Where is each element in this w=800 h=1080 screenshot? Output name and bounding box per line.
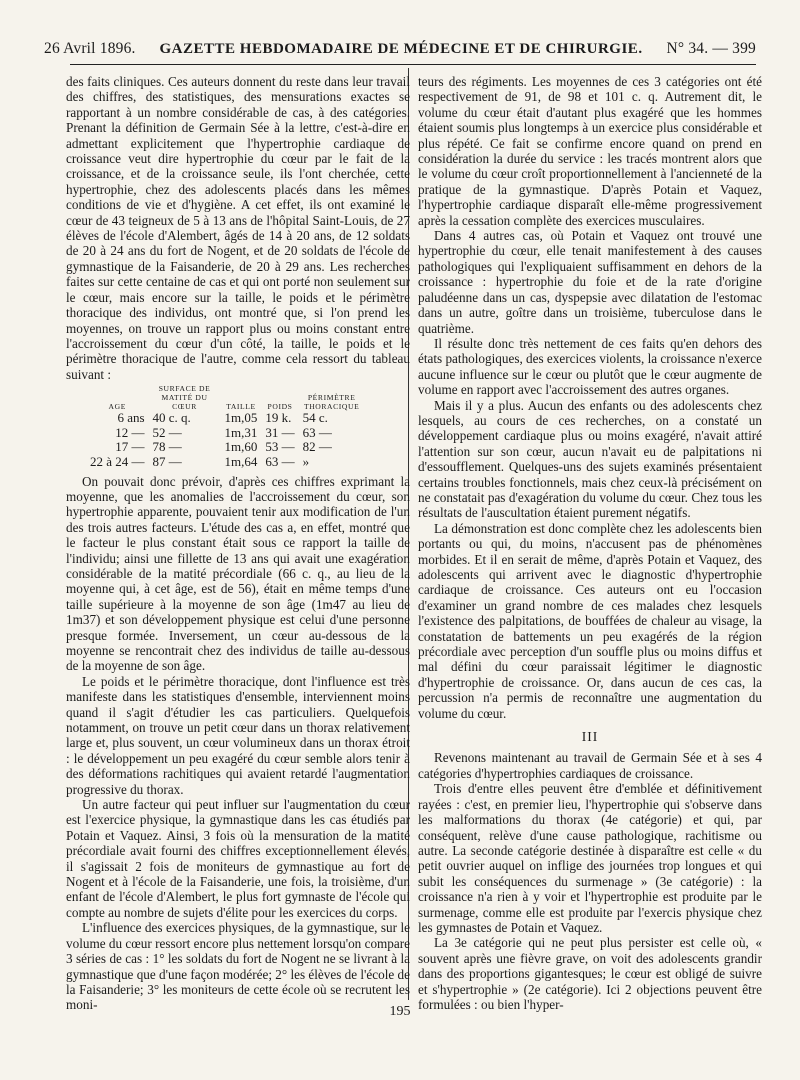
paragraph: Trois d'entre elles peuvent être d'emblée et définitivement rayées : c'est, en premier lieu, l'hypertrophie qui s'observe dans les malformations du thorax (4e catégorie) et qui, par conséquent, relève d'une cause pathologique, rachitisme ou autre. La seconde catégorie destinée à disparaître est celle « du petit ouvrier auquel on inflige des journées trop longues et qui subit les conséquences du surmenage » (3e catégorie) : la croissance n'a rien à y voir et l'hypertrophie est produite par le surmenage, comme elle est produite par l'exercis physique chez les gymnastes de Potain et Vaquez. [418,781,762,935]
table-cell: 40 c. q. [152,410,191,426]
table-header: SURFACE DE MATITÉ DU CŒUR [158,384,211,412]
table-row [86,455,365,470]
paragraph: On pouvait donc prévoir, d'après ces chiffres exprimant la moyenne, que les anomalies de l'accroissement du cœur, son hypertrophie apparente, pouvaient tenir aux modification de l'un des trois autres facteurs. L'étude des cas a, en effet, montré que le facteur le plus constant était sous ce rapport la taille de l'individu; ainsi une fillette de 13 ans qui avait une exagération considérable de la matité précordiale (66 c. q., au lieu de la moyenne qui, à cet âge, est de 56), était en même temps d'une taille supérieure à la moyenne de son âge (1m47 au lieu de 1m37) et son développement physique est celui d'une personne presque formée. Inversement, un cœur au-dessous de la moyenne se rencontrait chez des individus de taille au-dessous de la moyenne de son âge. [66,473,410,674]
paragraph: Dans 4 autres cas, où Potain et Vaquez ont trouvé une hypertrophie du cœur, elle tenait manifestement à des causes pathologiques qui l'expliquaient suffisamment en dehors de la croissance : hypertrophie du foie et de la rate d'origine paludéenne dans un cas, dyspepsie avec dilatation de l'estomac dans un autre, goître dans un troisième, tuberculose dans le quatrième. [418,228,762,336]
issue-number: N° 34. — 399 [666,40,756,57]
paragraph: Revenons maintenant au travail de Germain Sée et à ses 4 catégories d'hypertrophies cardiaques de croissance. [418,750,762,781]
table-cell: 6 ans [117,410,145,426]
table-cell: 1m,60 [224,439,258,455]
table-cell: 19 k. [265,410,292,426]
table-cell: 12 — [115,424,145,440]
table-row [86,440,365,455]
table-cell: 1m,64 [224,453,258,469]
paragraph: Il résulte donc très nettement de ces faits qu'en dehors des états pathologiques, des exercices violents, la croissance n'exerce aucune influence sur le cœur ou plutôt que le cœur augmente de volume en rapport avec l'accroissement des autres organes. [418,335,763,398]
table-cell: 53 — [265,439,295,455]
journal-title: GAZETTE HEBDOMADAIRE DE MÉDECINE ET DE CHIRURGIE. [159,41,643,57]
paragraph: des faits cliniques. Ces auteurs donnent du reste dans leur travail des chiffres, des statistiques, des mensurations exactes se rapportant à un nombre considérable de cas, à des catégories. Prenant la définition de Germain Sée à la lettre, c'est-à-dire en admettant explicitement que l'hypertrophie cardiaque de croissance veut dire hypertrophie du cœur par le fait de la croissance, et de la croissance seule, ils l'ont cherchée, cette hypertrophie, chez des adolescents placés dans les mêmes conditions de vie et d'hygiène. A cet effet, ils ont examiné le cœur de 43 teigneux de 5 à 13 ans de l'hôpital Saint-Louis, de 27 élèves de l'école d'Alembert, âgés de 14 à 20 ans, de 12 soldats de 20 à 24 ans du fort de Nogent, et de 20 soldats de l'école de gymnastique de la Faisanderie, de 20 à 29 ans. Les recherches faites sur cette centaine de cas et qui ont porté non seulement sur le cœur, mais encore sur la taille, le poids et le périmètre thoracique des individus, ont montré que, si l'on prend les moyennes, on trouve un rapport plus ou moins constant entre l'accroissement du cœur d'un côté, la taille, le poids et le périmètre thoracique de l'autre, comme cela ressort du tableau suivant : [66,74,410,382]
left-column [66,74,410,1013]
table-cell: 17 — [115,439,145,455]
table-cell: 54 c. [302,410,328,426]
paragraph: Mais il y a plus. Aucun des enfants ou des adolescents chez lesquels, au cours de ces recherches, on a constaté un développement cardiaque plus ou moins exagéré, n'avait attiré l'attention sur son cœur, aucun n'avait eu de palpitations ni d'essoufflement. Quelques-uns des sujets examinés présentaient certains troubles fonctionnels, mais chez ceux-là précisément on ne constatait pas d'exagération du volume du cœur. Chez tous les résultats de l'auscultation étaient purement négatifs. [418,397,762,521]
right-column [418,74,762,1012]
paragraph: La 3e catégorie qui ne peut plus persister est celle où, « souvent après une fièvre grave, on voit des adolescents grandir dans des proportions gigantesques; le cœur est obligé de suivre et s'hypertrophie » (2e catégorie). Ici 2 objections peuvent être formulées : ou bien l'hyper- [418,935,762,1012]
paragraph: La démonstration est donc complète chez les adolescents bien portants ou qui, du moins, n'accusent pas de phénomènes morbides. Et il en serait de même, d'après Potain et Vaquez, des adolescents qui arrivent avec le diagnostic d'hypertrophie cardiaque de croissance. Ces auteurs ont eu l'occasion d'examiner un grand nombre de ces malades chez lesquels l'existence des palpitations, de bouffées de chaleur au visage, la constatation de battements un peu exagérés de la région précordiale avec perception d'un souffle plus ou moins diffus et mal défini du cœur paraissait légitimer le diagnostic d'hypertrophie de croissance. Or, dans aucun de ces cas, la percussion n'a permis de reconnaître une augmentation du volume du cœur. [418,520,762,721]
table-header: PÉRIMÈTRE THORACIQUE [303,393,360,412]
table-cell: 63 — [265,453,295,469]
paragraph: Un autre facteur qui peut influer sur l'augmentation du cœur est l'exercice physique, la gymnastique dans les cas étudiés par Potain et Vaquez. Ainsi, 3 fois où la mensuration de la matité précordiale avait fourni des chiffres exceptionnellement élevés, il s'agissait 2 fois de moniteurs de gymnastique au fort de Nogent et à l'école de la Faisanderie, une fois, la troisième, d'un enfant de l'école d'Alembert, le plus fort gymnaste de l'école qui compte au nombre de sujets d'élite pour les exercices du corps. [66,797,410,920]
paragraph: Le poids et le périmètre thoracique, dont l'influence est très manifeste dans les statistiques d'ensemble, interviennent moins quand il s'agit d'étudier les cas particuliers. Quelquefois notamment, on trouve un petit cœur dans un thorax relativement large et, plus souvent, un cœur volumineux dans un thorax étroit : le développement un peu exagéré du cœur semble alors tenir à des déformations rachitiques qui avaient retardé l'augmentation progressive du thorax. [66,673,410,797]
table-cell: 63 — [302,424,332,440]
table-cell: 1m,31 [224,424,258,440]
table-header: TAILLE [226,402,256,412]
table-header: POIDS [267,402,293,412]
table-cell: 82 — [302,439,332,455]
section-heading: III [581,729,599,745]
table-row [86,411,365,426]
table-cell: 22 à 24 — [90,453,145,469]
table-row [86,426,365,441]
table-cell: 87 — [152,453,182,469]
table-cell: 1m,05 [224,410,258,426]
issue-date: 26 Avril 1896. [44,40,136,57]
table-cell: 52 — [152,424,182,440]
table-cell: 31 — [265,424,295,440]
table-header: AGE [108,402,126,412]
measurements-table [86,384,365,469]
table-cell: 78 — [152,439,182,455]
page-number: 195 [389,1004,411,1019]
table-cell: » [302,453,310,469]
header-rule [70,64,756,65]
running-header [44,40,756,62]
paragraph: L'influence des exercices physiques, de la gymnastique, sur le volume du cœur ressort encore plus nettement lorsqu'on compare 3 séries de cas : 1° les soldats du fort de Nogent ne se livrant à la gymnastique que d'une façon modérée; 2° les élèves de l'école de la Faisanderie; 3° les moniteurs de cette école où se recrutent les moni- [66,920,410,1013]
paragraph: teurs des régiments. Les moyennes de ces 3 catégories ont été respectivement de 91, de 98 et 101 c. q. Autrement dit, le volume du cœur était d'autant plus exagéré que les hommes étaient soumis plus longtemps à un exercice plus considérable et plus répété. Ce fait se confirme encore quand on prend en considération la durée du service : les tracés montrent alors que le volume du cœur croît proportionnellement à l'ancienneté de la pratique de la gymnastique. D'après Potain et Vaquez, l'hypertrophie cardiaque disparaît elle-même progressivement après la cessation complète des exercices musculaires. [418,74,762,228]
